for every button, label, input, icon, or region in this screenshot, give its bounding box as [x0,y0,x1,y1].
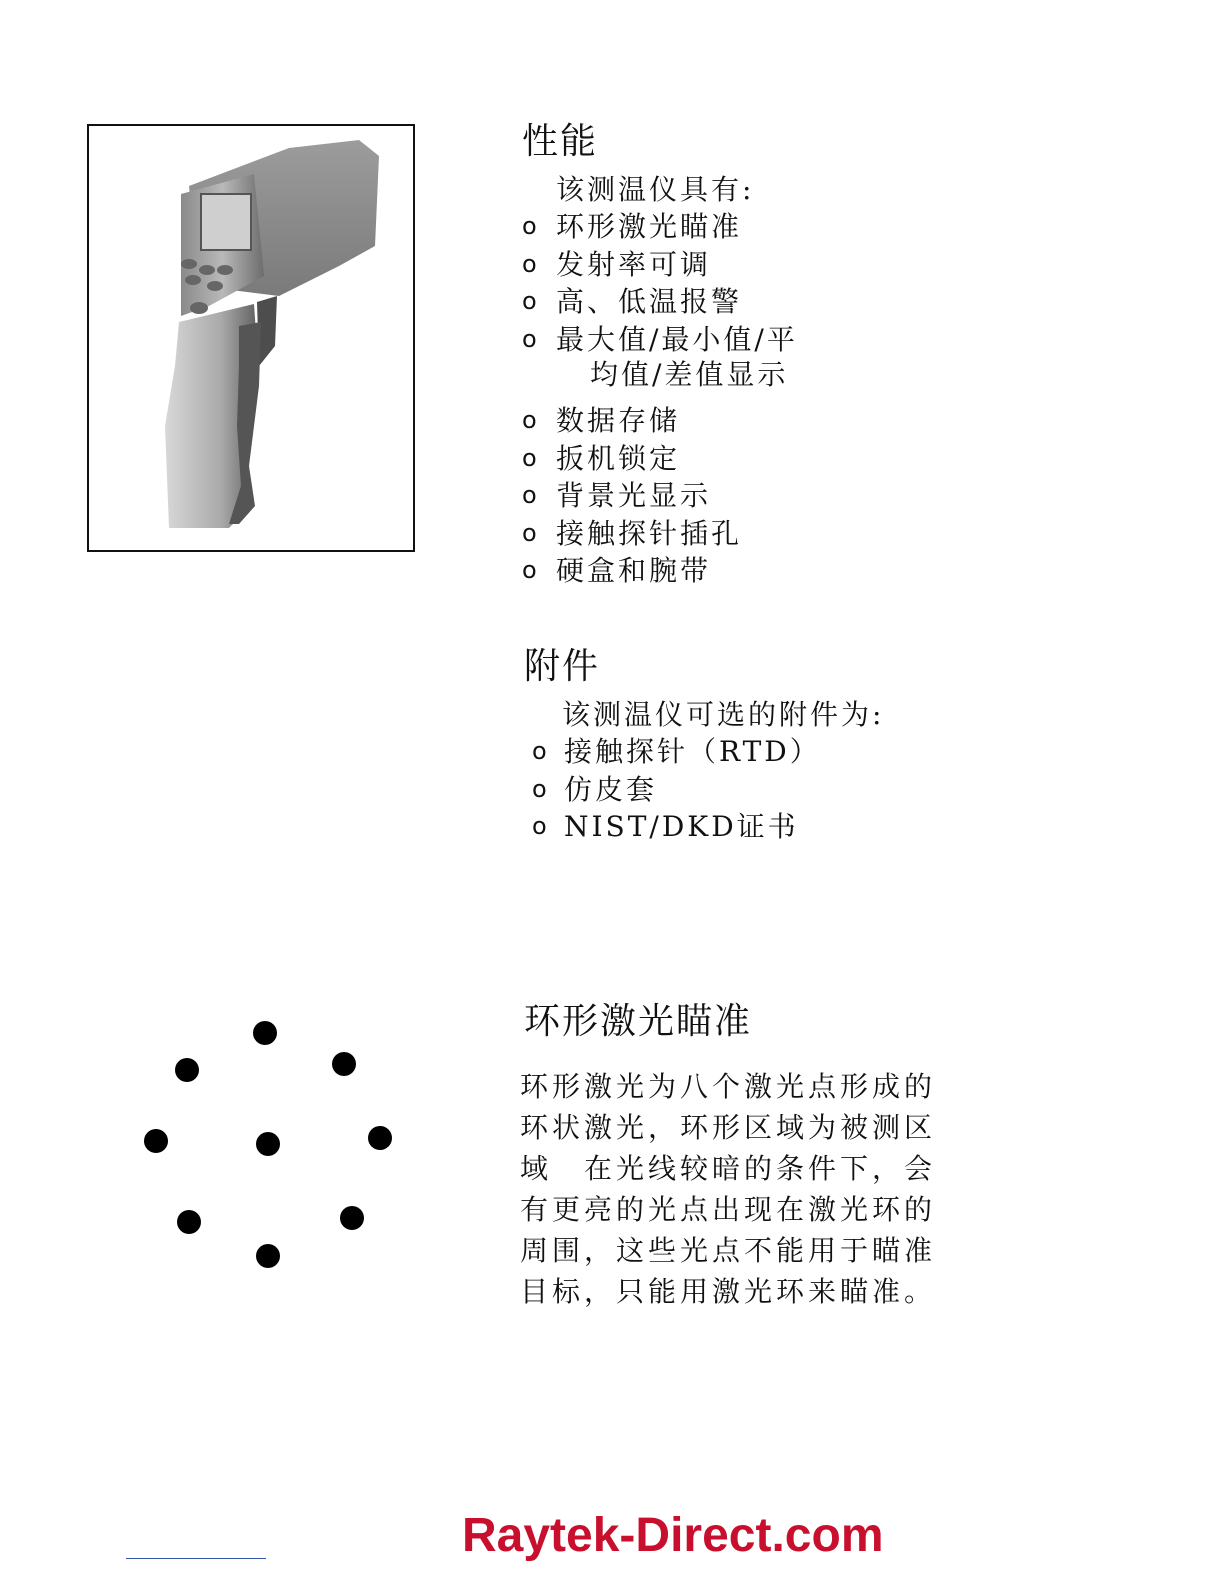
footer-rule [126,1558,266,1559]
accessories-heading: 附件 [524,646,601,687]
bullet-mark: o [522,406,540,434]
laser-dot [332,1052,356,1076]
thermometer-button [207,281,223,291]
bullet-mark: o [522,556,540,584]
accessories-list [524,733,884,846]
bullet-mark: o [522,212,540,240]
laser-dot [175,1058,199,1082]
thermometer-display [201,194,251,250]
aiming-heading: 环形激光瞄准 [524,1001,753,1042]
thermometer-button [181,259,197,269]
accessories-intro: 该测温仪可选的附件为: [562,698,885,731]
aiming-paragraph: 环形激光为八个激光点形成的环状激光，环形区域为被测区域 在光线较暗的条件下，会有更亮的光点出现在激光环的周围，这些光点不能用于瞄准目标，只能用激光环来瞄准。 [520,1070,937,1308]
thermometer-button [199,265,215,275]
list-item: o 硬盒和腕带 [522,552,798,590]
bullet-mark: o [532,812,550,840]
bullet-mark: o [532,774,550,803]
laser-dot [340,1206,364,1230]
laser-dot [177,1210,201,1234]
aiming-section [520,1000,940,1312]
laser-ring-diagram [130,1010,410,1280]
list-item: o 发射率可调 [522,246,798,284]
bullet-mark: o [522,518,540,547]
laser-dot [144,1129,168,1153]
thermometer-illustration [89,126,413,550]
list-item: o 扳机锁定 [522,440,798,478]
bullet-mark: o [522,324,540,353]
bullet-mark: o [522,287,540,315]
thermometer-button [190,302,208,314]
list-item: o 环形激光瞄准 [522,208,798,246]
bullet-mark: o [532,737,550,765]
features-intro: 该测温仪具有: [556,173,755,206]
thermometer-button [217,265,233,275]
features-section [522,120,798,590]
list-item: o 背景光显示 [522,477,798,515]
list-item: o NIST/DKD证书 [524,808,884,846]
bullet-mark: o [522,249,540,278]
accessories-section [524,645,884,846]
features-list [522,208,798,590]
laser-dot [253,1021,277,1045]
list-item: o 数据存储 [522,402,798,440]
thermometer-photo [87,124,415,552]
laser-dot-center [256,1132,280,1156]
list-item: o 高、低温报警 [522,283,798,321]
footer-brand[interactable]: Raytek-Direct.com [462,1509,884,1562]
laser-dot [256,1244,280,1268]
thermometer-button [185,275,201,285]
bullet-mark: o [522,443,540,472]
laser-dot [368,1126,392,1150]
list-item: o 接触探针（RTD） [524,733,884,771]
list-item: o 最大值/最小值/平 均值/差值显示 [522,322,798,391]
list-item-continuation: 均值/差值显示 [590,358,789,391]
list-item: o 仿皮套 [524,771,884,809]
list-item: o 接触探针插孔 [522,515,798,553]
features-heading: 性能 [522,121,599,162]
bullet-mark: o [522,481,540,509]
